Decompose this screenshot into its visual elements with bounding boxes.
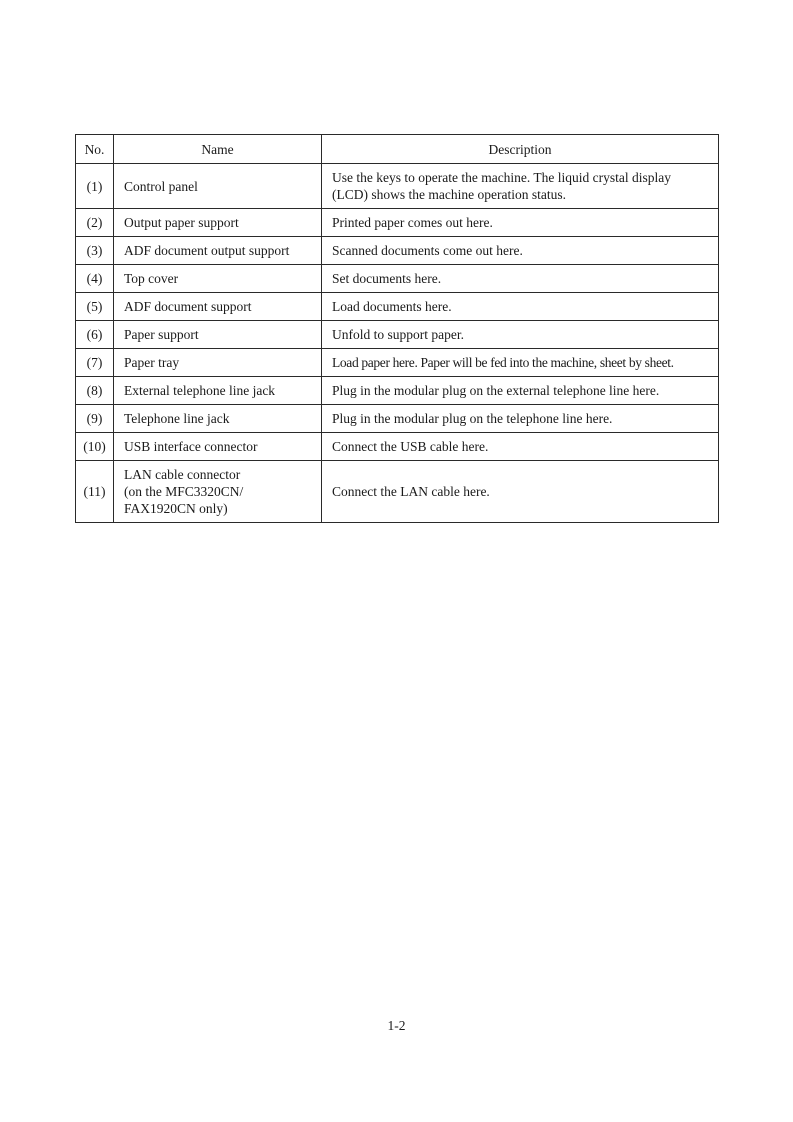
cell-name: Control panel — [114, 164, 322, 209]
page-number: 1-2 — [387, 1018, 406, 1033]
table-row — [76, 405, 719, 433]
table-row — [76, 349, 719, 377]
cell-description: Connect the LAN cable here. — [322, 461, 719, 523]
table-row — [76, 164, 719, 209]
cell-description: Unfold to support paper. — [322, 321, 719, 349]
cell-description: Set documents here. — [322, 265, 719, 293]
table-header-row — [76, 135, 719, 164]
cell-no: (10) — [76, 433, 114, 461]
header-no: No. — [76, 135, 114, 164]
cell-description: Use the keys to operate the machine. The liquid crystal display (LCD) shows the machine operation status. — [322, 164, 719, 209]
table-row — [76, 321, 719, 349]
cell-no: (4) — [76, 265, 114, 293]
cell-no: (3) — [76, 237, 114, 265]
table-row — [76, 461, 719, 523]
cell-no: (5) — [76, 293, 114, 321]
cell-no: (2) — [76, 209, 114, 237]
cell-no: (1) — [76, 164, 114, 209]
cell-no: (9) — [76, 405, 114, 433]
cell-name: External telephone line jack — [114, 377, 322, 405]
cell-name: Paper support — [114, 321, 322, 349]
cell-name: ADF document support — [114, 293, 322, 321]
table-row — [76, 237, 719, 265]
cell-no: (11) — [76, 461, 114, 523]
cell-description: Load documents here. — [322, 293, 719, 321]
cell-name: Telephone line jack — [114, 405, 322, 433]
table-row — [76, 433, 719, 461]
table-row — [76, 209, 719, 237]
cell-description: Plug in the modular plug on the telephone line here. — [322, 405, 719, 433]
header-name: Name — [114, 135, 322, 164]
cell-name: USB interface connector — [114, 433, 322, 461]
table-row — [76, 377, 719, 405]
table-row — [76, 293, 719, 321]
cell-name: Top cover — [114, 265, 322, 293]
header-description: Description — [322, 135, 719, 164]
cell-description: Printed paper comes out here. — [322, 209, 719, 237]
cell-description: Connect the USB cable here. — [322, 433, 719, 461]
cell-no: (7) — [76, 349, 114, 377]
cell-no: (6) — [76, 321, 114, 349]
cell-description: Plug in the modular plug on the external telephone line here. — [322, 377, 719, 405]
cell-no: (8) — [76, 377, 114, 405]
cell-description: Scanned documents come out here. — [322, 237, 719, 265]
parts-table — [75, 134, 719, 523]
cell-name: Paper tray — [114, 349, 322, 377]
table-row — [76, 265, 719, 293]
cell-name: LAN cable connector (on the MFC3320CN/ FAX1920CN only) — [114, 461, 322, 523]
cell-name: ADF document output support — [114, 237, 322, 265]
cell-description: Load paper here. Paper will be fed into the machine, sheet by sheet. — [322, 349, 719, 377]
cell-name: Output paper support — [114, 209, 322, 237]
